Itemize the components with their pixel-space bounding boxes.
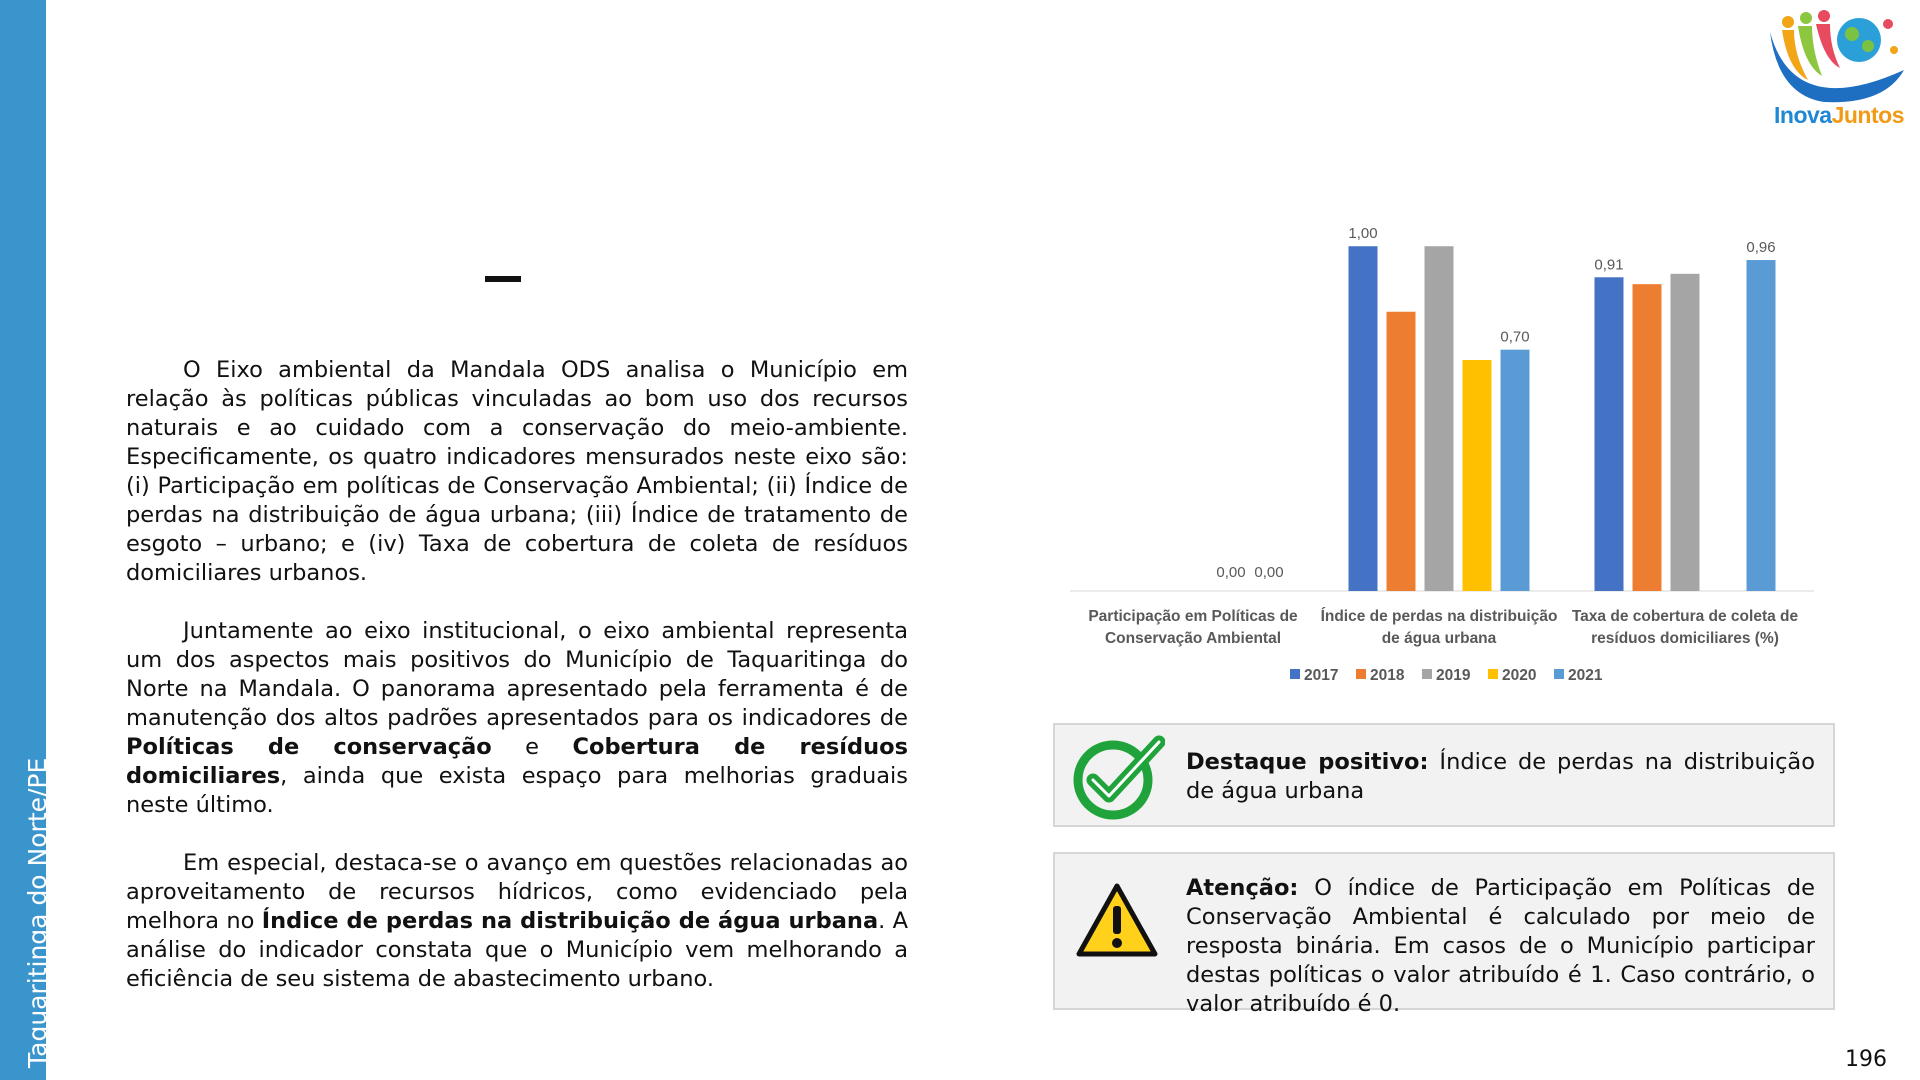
bar-2020-1 [1463,360,1492,591]
logo-graphic [1764,10,1914,110]
legend-swatch-2021 [1554,669,1564,679]
logo-wordmark: InovaJuntos [1774,102,1904,128]
bar-2018-2 [1633,284,1662,591]
data-label-2017-2: 0,91 [1594,256,1624,274]
data-label-2020-0: 0,00 [1216,564,1246,581]
sidebar-band [0,0,52,1080]
legend-label-2021: 2021 [1568,667,1603,684]
category-label-1-0: Índice de perdas na distribuição [1320,608,1558,625]
data-label-2021-2: 0,96 [1746,239,1776,257]
data-label-2017-1: 1,00 [1348,225,1378,243]
legend-label-2017: 2017 [1304,667,1339,684]
paragraph-1: O Eixo ambiental da Mandala ODS analisa o Município em relação às políticas públicas vinculadas ao bom uso dos recursos naturais e ao cuidado com a conservação do meio-ambiente. Especificamente, os quatro indicadores mensurados neste eixo são: (i) Participação em políticas de Conservação Ambiental; (ii) Índice de perdas na distribuição de água urbana; (iii) Índice de tratamento de esgoto – urbano; e (iv) Taxa de cobertura de coleta de resíduos domiciliares urbanos. [126,357,908,586]
body-text [126,356,908,1023]
legend-label-2019: 2019 [1436,667,1471,684]
legend-swatch-2019 [1422,669,1432,679]
check-icon [1073,734,1165,820]
legend-swatch-2020 [1488,669,1498,679]
municipality-label: Taquaritinga do Norte/PE [23,757,52,1068]
category-label-0-1: Conservação Ambiental [1104,630,1282,647]
page-number: 196 [1845,1047,1887,1072]
bar-2019-2 [1671,274,1700,591]
bar-2018-1 [1387,312,1416,591]
bar-2019-1 [1425,246,1454,591]
inovajuntos-logo [1764,10,1914,140]
positive-highlight-text: Destaque positivo: Índice de perdas na distribuição de água urbana [1186,749,1815,804]
bar-2017-2 [1595,277,1624,591]
legend-swatch-2017 [1290,669,1300,679]
attention-box [1053,852,1835,1017]
category-label-1-1: de água urbana [1381,630,1497,647]
bar-2021-1 [1501,350,1530,591]
category-label-0-0: Participação em Políticas de [1088,608,1298,625]
chart-svg [1070,215,1820,695]
positive-highlight-box [1053,723,1835,827]
data-label-2021-1: 0,70 [1500,328,1530,346]
indicator-chart [1070,215,1820,695]
category-label-2-0: Taxa de cobertura de coleta de [1571,608,1799,625]
paragraph-3: Em especial, destaca-se o avanço em questões relacionadas ao aproveitamento de recursos hídricos, como evidenciado pela melhora no Índice de perdas na distribuição de água urbana. A análise do indicador constata que o Município vem melhorando a eficiência de seu sistema de abastecimento urbano. [126,850,908,992]
warning-icon [1075,882,1159,960]
legend-label-2020: 2020 [1502,667,1537,684]
category-label-2-1: resíduos domiciliares (%) [1591,630,1779,647]
bar-2021-2 [1747,260,1776,591]
bar-2017-1 [1349,246,1378,591]
legend-label-2018: 2018 [1370,667,1405,684]
heading-dash [485,276,521,282]
data-label-2021-0: 0,00 [1254,564,1284,581]
attention-text: Atenção: O índice de Participação em Políticas de Conservação Ambiental é calculado por meio de resposta binária. Em casos de o Município participar destas políticas o valor atribuído é 1. Caso contrário, o valor atribuído é 0. [1186,875,1815,1017]
paragraph-2: Juntamente ao eixo institucional, o eixo ambiental representa um dos aspectos mais positivos do Município de Taquaritinga do Norte na Mandala. O panorama apresentado pela ferramenta é de manutenção dos altos padrões apresentados para os indicadores de Políticas de conservação e Cobertura de resíduos domiciliares, ainda que exista espaço para melhorias graduais neste último. [126,618,908,818]
legend-swatch-2018 [1356,669,1366,679]
